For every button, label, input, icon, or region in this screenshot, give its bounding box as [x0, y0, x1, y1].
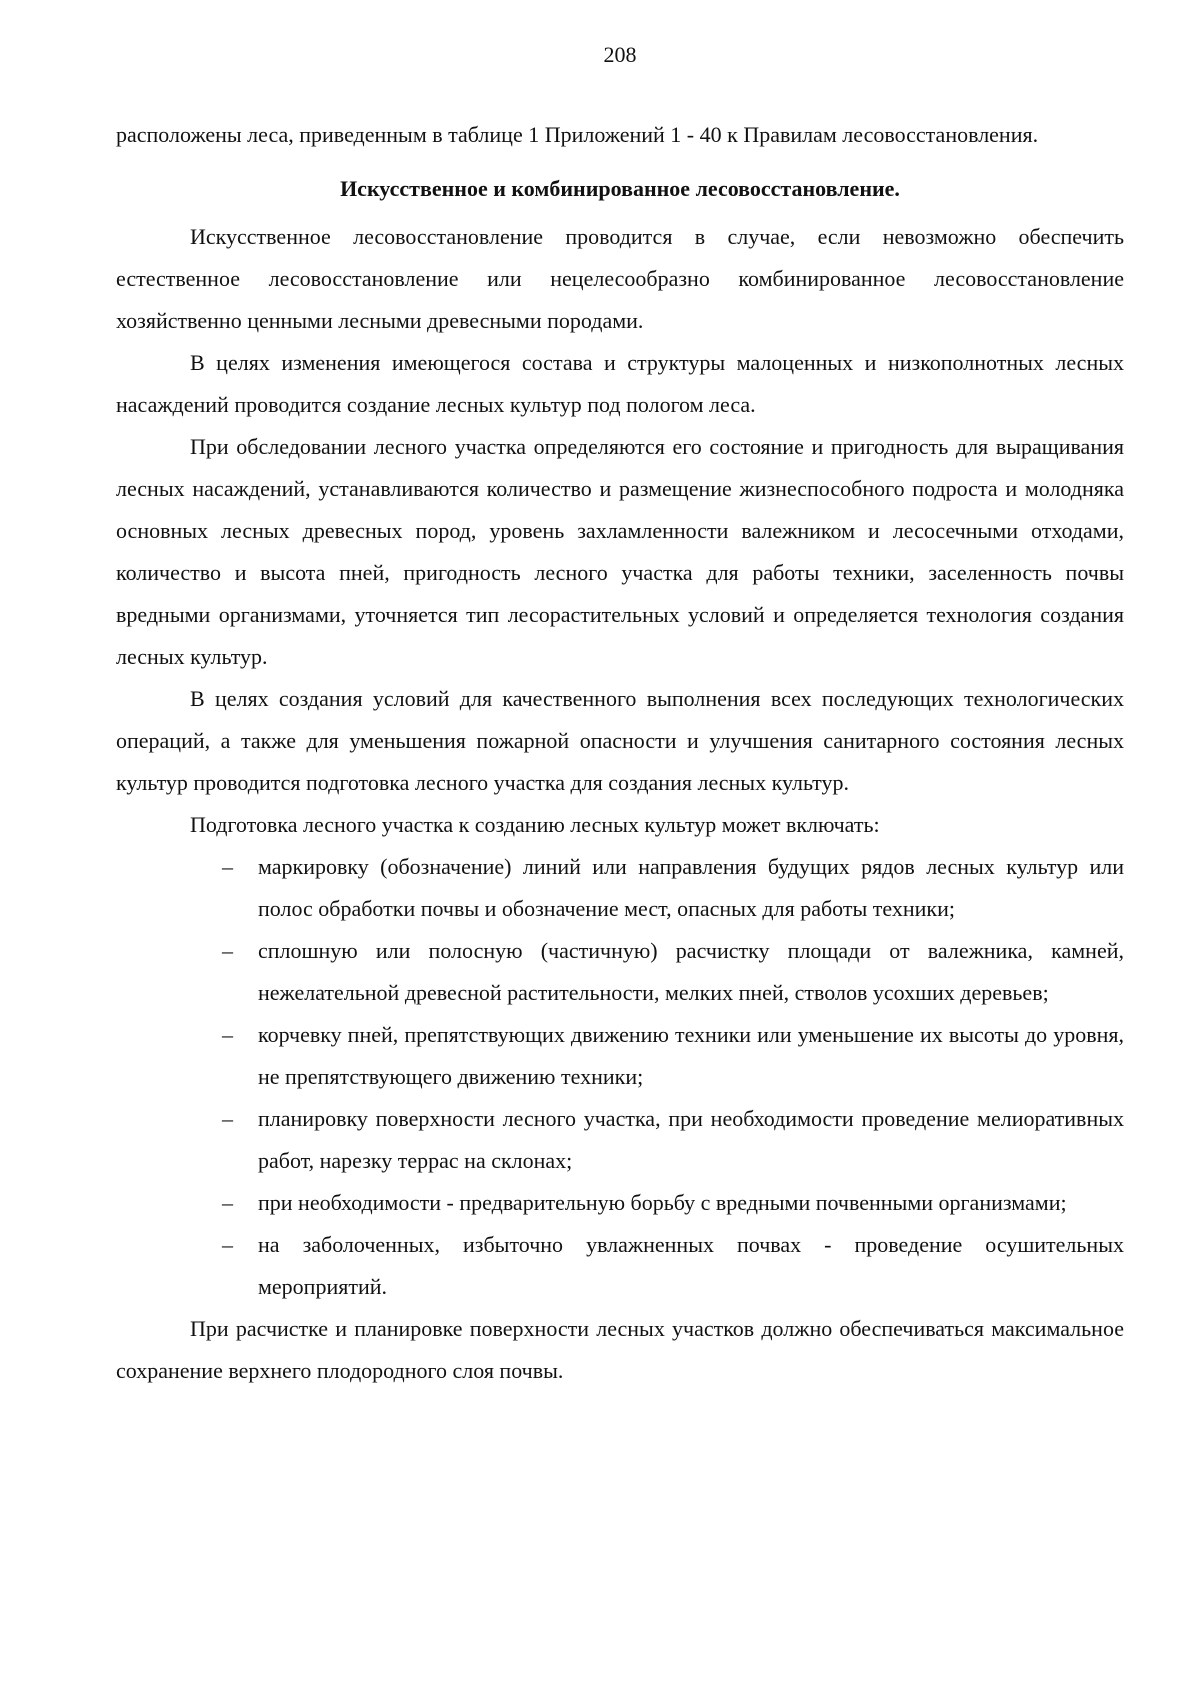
list-item [116, 1224, 1124, 1308]
section-heading: Искусственное и комбинированное лесовосстановление. [340, 176, 900, 201]
list-item [116, 1182, 1124, 1224]
paragraph: При обследовании лесного участка определяются его состояние и пригодность для выращивания лесных насаждений, устанавливаются количество и размещение жизнеспособного подроста и молодняка основных лесных древесных пород, уровень захламленности валежником и лесосечными отходами, количество и высота пней, пригодность лесного участка для работы техники, заселенность почвы вредными организмами, уточняется тип лесорастительных условий и определяется технология создания лесных культур. [116, 434, 1124, 669]
page-number: 208 [603, 42, 637, 67]
dash-bullet-icon: – [222, 1106, 233, 1131]
paragraph: Искусственное лесовосстановление проводится в случае, если невозможно обеспечить естественное лесовосстановление или нецелесообразно комбинированное лесовосстановление хозяйственно ценными лесными древесными породами. [116, 224, 1124, 333]
list-item [116, 846, 1124, 930]
list-item-text: корчевку пней, препятствующих движению техники или уменьшение их высоты до уровня, не препятствующего движению техники; [258, 1022, 1124, 1089]
list-intro-paragraph: Подготовка лесного участка к созданию лесных культур может включать: [190, 812, 880, 837]
continuation-paragraph: расположены леса, приведенным в таблице 1 Приложений 1 - 40 к Правилам лесовосстановления. [116, 122, 1039, 147]
list-item-text: маркировку (обозначение) линий или направления будущих рядов лесных культур или полос обработки почвы и обозначение мест, опасных для работы техники; [258, 854, 1124, 921]
list-item-text: планировку поверхности лесного участка, при необходимости проведение мелиоративных работ, нарезку террас на склонах; [258, 1106, 1124, 1173]
dash-bullet-icon: – [222, 1190, 233, 1215]
dash-bullet-icon: – [222, 854, 233, 879]
preparation-list [116, 846, 1124, 1308]
dash-bullet-icon: – [222, 938, 233, 963]
list-item-text: на заболоченных, избыточно увлажненных почвах - проведение осушительных мероприятий. [258, 1232, 1124, 1299]
list-item-text: при необходимости - предварительную борьбу с вредными почвенными организмами; [258, 1190, 1067, 1215]
paragraph: В целях изменения имеющегося состава и структуры малоценных и низкополнотных лесных насаждений проводится создание лесных культур под пологом леса. [116, 350, 1124, 417]
list-item [116, 1014, 1124, 1098]
document-body [116, 114, 1124, 1392]
dash-bullet-icon: – [222, 1022, 233, 1047]
closing-paragraph: При расчистке и планировке поверхности лесных участков должно обеспечиваться максимальное сохранение верхнего плодородного слоя почвы. [116, 1316, 1124, 1383]
list-item [116, 930, 1124, 1014]
paragraph: В целях создания условий для качественного выполнения всех последующих технологических операций, а также для уменьшения пожарной опасности и улучшения санитарного состояния лесных культур проводится подготовка лесного участка для создания лесных культур. [116, 686, 1124, 795]
list-item-text: сплошную или полосную (частичную) расчистку площади от валежника, камней, нежелательной древесной растительности, мелких пней, стволов усохших деревьев; [258, 938, 1124, 1005]
list-item [116, 1098, 1124, 1182]
dash-bullet-icon: – [222, 1232, 233, 1257]
